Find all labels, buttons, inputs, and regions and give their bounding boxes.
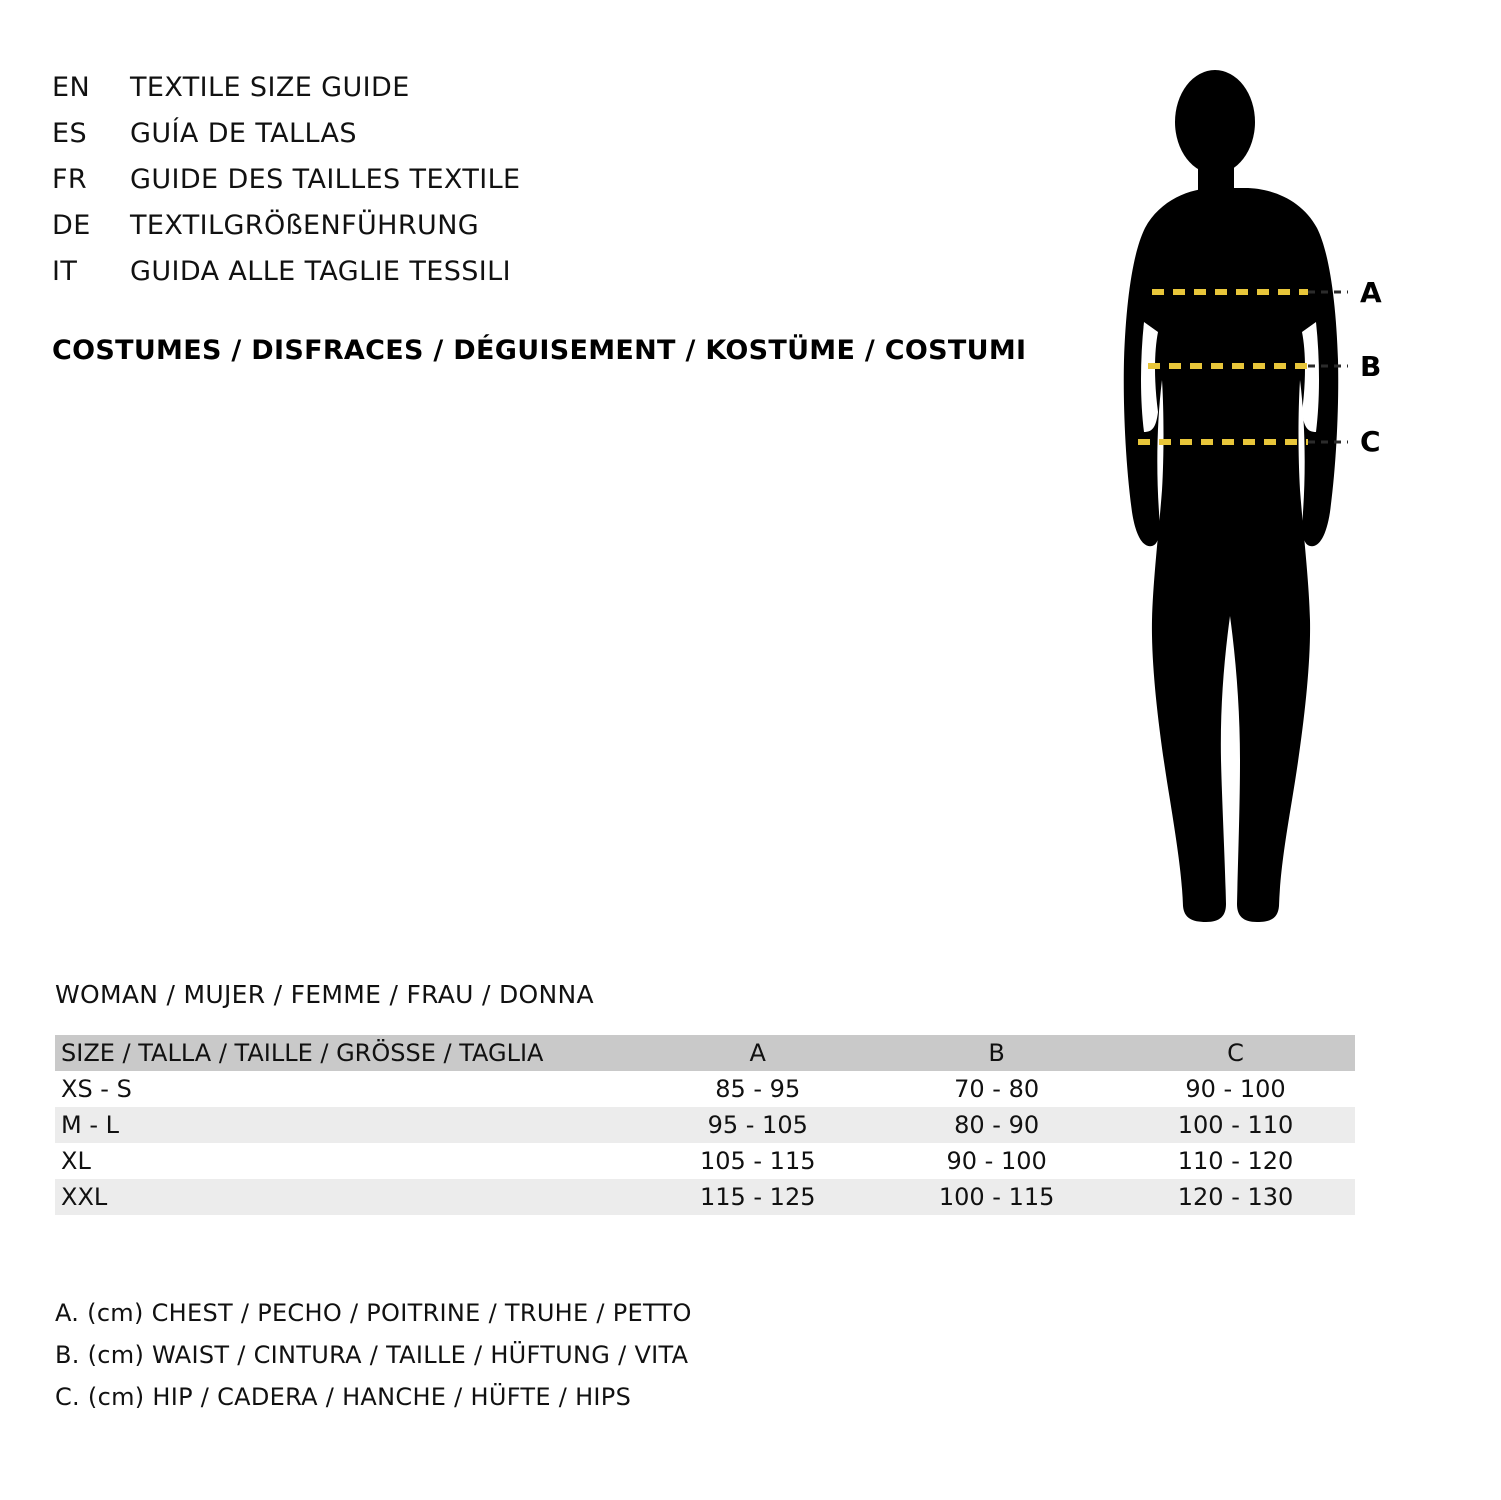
language-list (52, 72, 1052, 302)
table-header-row (55, 1035, 1355, 1071)
table-header-b: B (988, 1039, 1005, 1067)
category-line: COSTUMES / DISFRACES / DÉGUISEMENT / KOSTÜME / COSTUMI (52, 335, 1027, 366)
table-row (55, 1107, 1355, 1143)
footnote-list (55, 1292, 1255, 1418)
cell-a: 95 - 105 (707, 1111, 808, 1139)
cell-c: 110 - 120 (1177, 1147, 1294, 1175)
language-row (52, 256, 1052, 302)
cell-size: M - L (61, 1111, 119, 1139)
table-body (55, 1071, 1355, 1215)
marker-label-b: B (1360, 350, 1382, 383)
table-header-size: SIZE / TALLA / TAILLE / GRÖSSE / TAGLIA (61, 1039, 544, 1067)
table-header (55, 1035, 1355, 1071)
table-caption: WOMAN / MUJER / FEMME / FRAU / DONNA (55, 980, 594, 1009)
table-row (55, 1179, 1355, 1215)
cell-a: 85 - 95 (715, 1075, 801, 1103)
cell-a: 115 - 125 (699, 1183, 816, 1211)
language-title: GUIDE DES TAILLES TEXTILE (130, 164, 521, 195)
language-title: TEXTILE SIZE GUIDE (130, 72, 410, 103)
language-row (52, 164, 1052, 210)
woman-silhouette-icon (1040, 60, 1460, 940)
language-row (52, 210, 1052, 256)
language-title: GUÍA DE TALLAS (130, 118, 357, 149)
size-table (55, 1035, 1355, 1215)
cell-a: 105 - 115 (699, 1147, 816, 1175)
language-title: GUIDA ALLE TAGLIE TESSILI (130, 256, 511, 287)
table-row (55, 1143, 1355, 1179)
language-code: FR (52, 164, 88, 195)
language-row (52, 118, 1052, 164)
cell-c: 100 - 110 (1177, 1111, 1294, 1139)
cell-size: XL (61, 1147, 91, 1175)
cell-c: 120 - 130 (1177, 1183, 1294, 1211)
language-code: ES (52, 118, 87, 149)
cell-b: 90 - 100 (946, 1147, 1047, 1175)
language-code: IT (52, 256, 78, 287)
marker-label-a: A (1360, 276, 1382, 309)
cell-c: 90 - 100 (1185, 1075, 1286, 1103)
marker-label-c: C (1360, 425, 1381, 458)
footnote-a: A. (cm) CHEST / PECHO / POITRINE / TRUHE / PETTO (55, 1299, 692, 1327)
table-header-c: C (1227, 1039, 1244, 1067)
cell-size: XS - S (61, 1075, 132, 1103)
cell-b: 70 - 80 (954, 1075, 1040, 1103)
language-code: DE (52, 210, 91, 241)
language-code: EN (52, 72, 91, 103)
language-row (52, 72, 1052, 118)
table-header-a: A (749, 1039, 766, 1067)
cell-size: XXL (61, 1183, 108, 1211)
measurement-figure (1040, 60, 1460, 940)
cell-b: 80 - 90 (954, 1111, 1040, 1139)
table-row (55, 1071, 1355, 1107)
footnote-c: C. (cm) HIP / CADERA / HANCHE / HÜFTE / HIPS (55, 1383, 632, 1411)
language-title: TEXTILGRÖßENFÜHRUNG (130, 210, 480, 241)
cell-b: 100 - 115 (938, 1183, 1055, 1211)
footnote-b: B. (cm) WAIST / CINTURA / TAILLE / HÜFTUNG / VITA (55, 1341, 689, 1369)
